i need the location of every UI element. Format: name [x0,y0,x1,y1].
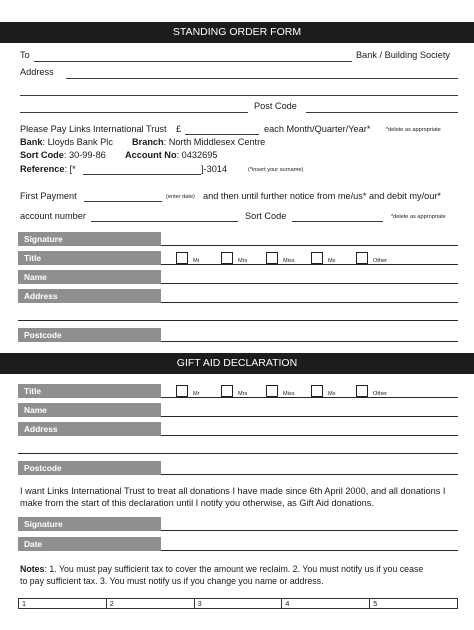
branch-value: : North Middlesex Centre [163,137,266,147]
checkbox-ms[interactable] [311,252,323,264]
checkbox-mrs[interactable] [221,252,233,264]
declaration-line-2: make from the start of this declaration until I notify you otherwise, as Gift Aid donations. [20,498,374,508]
bank-details [20,137,113,148]
postcode-field[interactable] [306,112,458,113]
first-payment-field[interactable] [84,201,162,202]
ga-title-bar: Title [18,384,161,398]
account-value: : 0432695 [176,150,218,160]
ga-postcode-line[interactable] [161,474,458,475]
address-field-1[interactable] [66,78,458,79]
sort-code-label: Sort Code [245,211,287,221]
reference-key: Reference [20,164,65,174]
amount-field[interactable] [185,134,259,135]
ga-checkbox-miss[interactable] [266,385,278,397]
branch-key: Branch [132,137,164,147]
name-field[interactable] [161,283,458,284]
account-details [125,150,217,161]
postcode-line[interactable] [161,341,458,342]
account-key: Account No [125,150,177,160]
ga-checkbox-mr[interactable] [176,385,188,397]
bank-key: Bank [20,137,43,147]
ga-checkbox-ms-label: Ms [328,391,336,397]
address-field-2[interactable] [20,95,458,96]
ga-checkbox-miss-label: Miss [283,391,295,397]
notes-line-2: to pay sufficient tax. 3. You must notify us if you change you name or address. [20,576,324,586]
address-field-3[interactable] [20,112,248,113]
footer-cell-4[interactable]: 4 [282,599,370,608]
sort-code-field[interactable] [292,221,383,222]
sort-key: Sort Code [20,150,64,160]
declaration-line-1: I want Links International Trust to treat all donations I have made since 6th April 2000, and all donations I [20,486,446,496]
ga-address-line-2[interactable] [18,453,458,454]
checkbox-mrs-label: Mrs [238,258,248,264]
postcode-bar: Postcode [18,328,161,342]
bank-label: Bank / Building Society [356,50,450,60]
checkbox-mr-label: Mr [193,258,200,264]
address-bar: Address [18,289,161,303]
footer-cell-5[interactable]: 5 [373,599,378,608]
checkbox-mr[interactable] [176,252,188,264]
checkbox-ms-label: Ms [328,258,336,264]
pay-prefix: Please Pay Links International Trust [20,124,167,134]
signature-bar: Signature [18,232,161,246]
to-field[interactable] [34,61,352,62]
ga-checkbox-other[interactable] [356,385,368,397]
to-label: To [20,50,30,60]
surname-note: (*insert your surname) [248,167,304,173]
footer-cell-2[interactable]: 2 [107,599,195,608]
surname-field[interactable] [83,174,201,175]
delete-note: *delete as appropriate [386,127,441,133]
ga-date-field[interactable] [161,550,458,551]
gift-aid-title: GIFT AID DECLARATION [0,353,474,374]
title-bar: Title [18,251,161,265]
ga-title-line [161,397,458,398]
address-line-2[interactable] [18,320,458,321]
ga-signature-field[interactable] [161,530,458,531]
ga-signature-bar: Signature [18,517,161,531]
ga-checkbox-mrs[interactable] [221,385,233,397]
reference-details [20,164,76,175]
footer-grid [18,598,458,609]
currency-symbol: £ [176,124,182,134]
ga-address-line-1[interactable] [161,435,458,436]
sort-value: : 30-99-86 [63,150,106,160]
address-line-1[interactable] [161,302,458,303]
ga-name-bar: Name [18,403,161,417]
signature-field[interactable] [161,245,458,246]
sort-details [20,150,106,161]
notes-text-1: : 1. You must pay sufficient tax to cover the amount we reclaim. 2. You must notify us if you cease [44,564,424,574]
ga-checkbox-ms[interactable] [311,385,323,397]
first-payment-label: First Payment [20,191,77,201]
notes-label: Notes [20,564,45,574]
bank-value: : Lloyds Bank Plc [42,137,113,147]
ga-name-field[interactable] [161,416,458,417]
checkbox-miss[interactable] [266,252,278,264]
checkbox-other[interactable] [356,252,368,264]
ga-checkbox-other-label: Other [373,391,387,397]
pay-suffix: each Month/Quarter/Year* [264,124,371,134]
delete-note-2: *delete as appropriate [391,214,446,220]
footer-cell-3[interactable]: 3 [195,599,283,608]
ga-checkbox-mr-label: Mr [193,391,200,397]
ga-checkbox-mrs-label: Mrs [238,391,248,397]
enter-date-note: (enter date) [166,194,195,200]
standing-order-title: STANDING ORDER FORM [0,22,474,43]
title-line [161,264,458,265]
address-label: Address [20,67,54,77]
ga-address-bar: Address [18,422,161,436]
postcode-label: Post Code [254,101,297,111]
reference-suffix: ]-3014 [201,164,228,174]
branch-details [132,137,265,148]
first-payment-suffix: and then until further notice from me/us* and debit my/our* [203,191,441,201]
checkbox-other-label: Other [373,258,387,264]
account-number-label: account number [20,211,86,221]
account-number-field[interactable] [91,221,238,222]
checkbox-miss-label: Miss [283,258,295,264]
reference-value: : [* [64,164,76,174]
ga-date-bar: Date [18,537,161,551]
ga-postcode-bar: Postcode [18,461,161,475]
notes-line-1 [20,564,423,575]
footer-cell-1[interactable]: 1 [19,599,107,608]
name-bar: Name [18,270,161,284]
